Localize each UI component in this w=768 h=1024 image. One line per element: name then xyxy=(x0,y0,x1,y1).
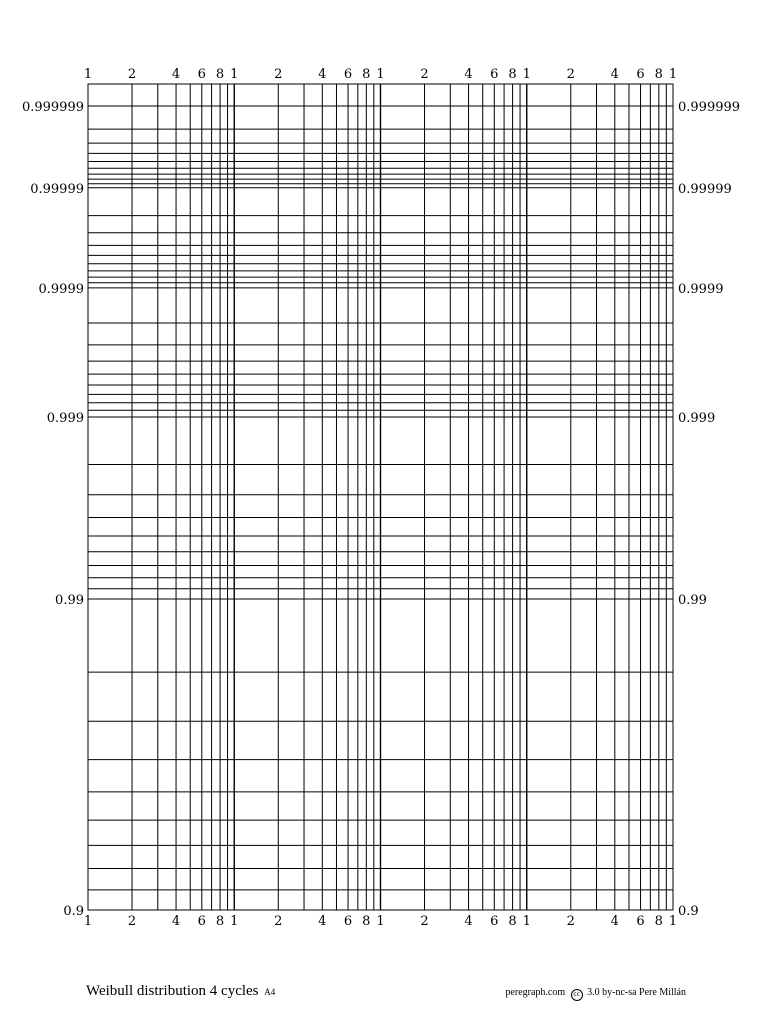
x-tick-label-bottom: 1 xyxy=(83,914,93,929)
x-tick-label-top: 8 xyxy=(654,67,663,82)
y-tick-label-left: 0.999999 xyxy=(21,99,84,115)
x-tick-label-bottom: 4 xyxy=(464,914,473,929)
y-tick-label-left: 0.999 xyxy=(46,411,84,427)
y-tick-label-left: 0.99999 xyxy=(30,181,84,197)
x-tick-label-top: 4 xyxy=(171,67,181,82)
x-tick-label-bottom: 8 xyxy=(215,914,225,929)
x-tick-label-top: 1 xyxy=(522,67,531,82)
y-tick-label-right: 0.99 xyxy=(678,592,707,608)
title-text: Weibull distribution 4 cycles xyxy=(86,983,259,999)
x-tick-label-bottom: 6 xyxy=(197,914,206,929)
y-tick-label-left: 0.99 xyxy=(55,592,84,608)
x-tick-label-bottom: 6 xyxy=(343,914,353,929)
y-tick-label-right: 0.9 xyxy=(678,904,699,919)
x-tick-label-bottom: 4 xyxy=(610,914,619,929)
x-tick-label-bottom: 1 xyxy=(376,914,385,929)
x-tick-label-bottom: 4 xyxy=(171,914,181,929)
x-tick-label-bottom: 1 xyxy=(668,914,678,929)
y-tick-label-right: 0.9999 xyxy=(678,281,724,297)
credit-site: peregraph.com xyxy=(505,987,566,998)
x-tick-label-top: 6 xyxy=(636,67,645,82)
x-tick-label-top: 8 xyxy=(362,67,371,82)
y-tick-label-right: 0.999999 xyxy=(678,99,741,115)
x-tick-label-top: 4 xyxy=(464,67,473,82)
x-tick-label-top: 6 xyxy=(490,67,499,82)
x-tick-label-top: 8 xyxy=(508,67,517,82)
y-tick-label-left: 0.9999 xyxy=(38,281,84,297)
x-tick-label-bottom: 8 xyxy=(362,914,371,929)
x-tick-label-bottom: 2 xyxy=(566,914,575,929)
paper-size-label: A4 xyxy=(264,987,276,997)
creative-commons-icon: cc xyxy=(571,989,583,1001)
x-tick-label-bottom: 8 xyxy=(654,914,663,929)
x-tick-label-bottom: 6 xyxy=(490,914,499,929)
credit-line xyxy=(505,987,686,1001)
x-tick-label-bottom: 1 xyxy=(522,914,531,929)
x-tick-label-bottom: 2 xyxy=(127,914,137,929)
x-tick-label-bottom: 4 xyxy=(318,914,327,929)
vertical-gridlines xyxy=(132,84,666,910)
x-tick-label-top: 2 xyxy=(127,67,137,82)
x-tick-label-bottom: 8 xyxy=(508,914,517,929)
x-tick-label-top: 8 xyxy=(215,67,225,82)
x-tick-label-top: 1 xyxy=(230,67,239,82)
x-tick-label-bottom: 2 xyxy=(274,914,283,929)
x-tick-label-bottom: 2 xyxy=(420,914,429,929)
x-tick-label-top: 1 xyxy=(83,67,93,82)
x-tick-label-top: 1 xyxy=(668,67,678,82)
x-tick-label-top: 2 xyxy=(274,67,283,82)
x-tick-label-top: 6 xyxy=(197,67,206,82)
x-tick-label-top: 4 xyxy=(318,67,327,82)
y-tick-label-left: 0.9 xyxy=(63,904,84,919)
x-tick-label-bottom: 6 xyxy=(636,914,645,929)
y-tick-label-right: 0.99999 xyxy=(678,181,732,197)
x-tick-label-top: 2 xyxy=(566,67,575,82)
x-tick-label-bottom: 1 xyxy=(230,914,239,929)
x-tick-label-top: 6 xyxy=(343,67,353,82)
x-tick-label-top: 2 xyxy=(420,67,429,82)
y-tick-label-right: 0.999 xyxy=(678,411,716,427)
chart-title xyxy=(86,983,275,1000)
credit-license: 3.0 by-nc-sa Pere Millán xyxy=(587,987,686,998)
x-tick-label-top: 4 xyxy=(610,67,619,82)
x-tick-label-top: 1 xyxy=(376,67,385,82)
